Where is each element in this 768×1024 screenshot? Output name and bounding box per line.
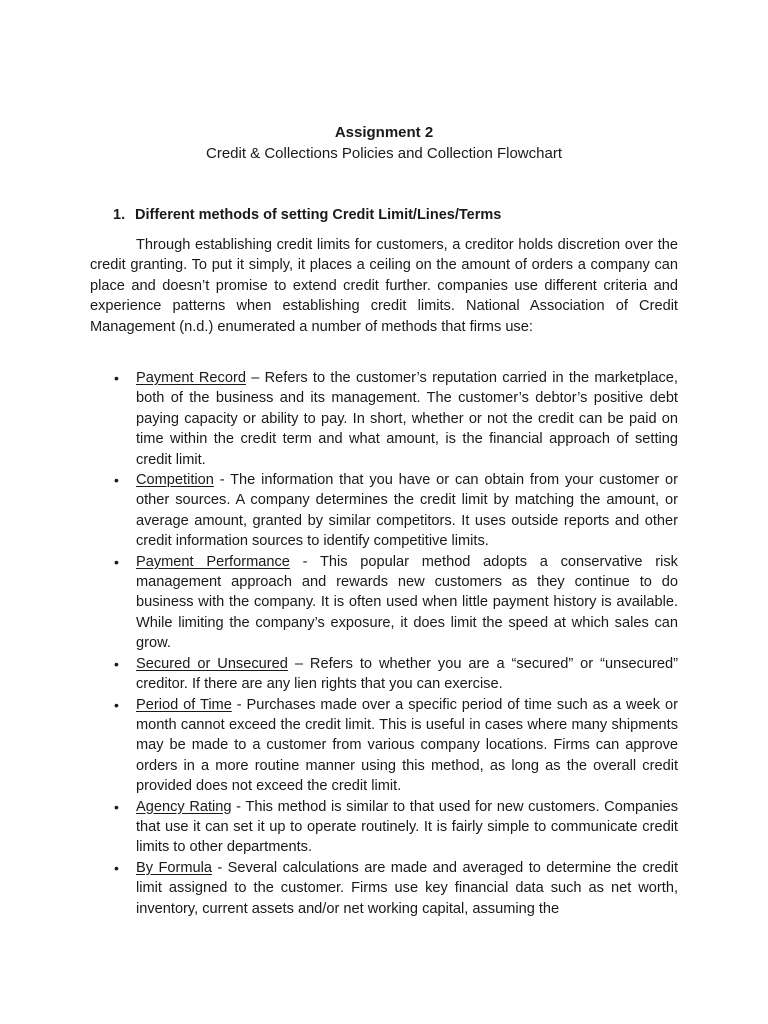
- method-item-by-formula: [136, 858, 678, 919]
- method-description: – Refers to whether you are a “secured” or “unsecured” creditor. If there are any lien rights that you can exercise.: [136, 655, 678, 693]
- intro-paragraph: Through establishing credit limits for customers, a creditor holds discretion over the credit granting. To put it simply, it places a ceiling on the amount of orders a company can place and doesn’t promise to extend credit further. companies use different criteria and experience patterns when establishing credit limits. National Association of Credit Management (n.d.) enumerated a number of methods that firms use:: [90, 237, 678, 335]
- document-subtitle: Credit & Collections Policies and Collection Flowchart: [206, 145, 562, 162]
- method-description: - Several calculations are made and averaged to determine the credit limit assigned to the customer. Firms use key financial data such as net worth, inventory, current assets and/or net working capital, assuming the: [136, 859, 679, 917]
- method-item-secured-unsecured: [136, 654, 678, 695]
- method-item-period-of-time: [136, 695, 678, 797]
- method-term: Payment Performance: [136, 553, 290, 570]
- document-title: Assignment 2: [334, 124, 434, 141]
- method-description: - Purchases made over a specific period of time such as a week or month cannot exceed the credit limit. This is useful in cases where many shipments may be made to a customer from various company locations. Firms can approve orders in a more routine manner using this method, as long as the overall credit provided does not exceed the credit limit.: [136, 696, 678, 795]
- method-term: Payment Record: [136, 370, 246, 386]
- section-heading-text: Different methods of setting Credit Limit/Lines/Terms: [135, 207, 502, 223]
- method-description: - This method is similar to that used for new customers. Companies that use it can set it up to operate routinely. It is fairly simple to communicate credit limits to other departments.: [136, 798, 678, 856]
- method-item-payment-record: [136, 368, 678, 470]
- methods-list: [136, 368, 678, 919]
- method-description: – Refers to the customer’s reputation carried in the marketplace, both of the business and its management. The customer’s debtor’s positive debt paying capacity or ability to pay. In short, whether or not the credit can be paid on time within the credit term and what amount, is the financial approach of setting credit limit.: [136, 370, 678, 468]
- method-item-payment-performance: [136, 552, 678, 654]
- method-term: Secured or Unsecured: [136, 655, 288, 672]
- method-term: By Formula: [136, 859, 212, 876]
- method-item-competition: [136, 470, 678, 552]
- section-number: 1.: [113, 207, 126, 223]
- method-item-agency-rating: [136, 797, 678, 858]
- method-description: - This popular method adopts a conservative risk management approach and rewards new customers as they continue to do business with the company. It is often used when little payment history is available. While limiting the company’s exposure, it does limit the speed at which sales can grow.: [136, 553, 678, 652]
- method-description: - The information that you have or can obtain from your customer or other sources. A company determines the credit limit by matching the amount, or average amount, granted by similar competitors. It uses outside reports and other credit information sources to identify competitive limits.: [136, 472, 678, 550]
- method-term: Agency Rating: [136, 798, 232, 815]
- method-term: Competition: [136, 472, 214, 489]
- method-term: Period of Time: [136, 696, 232, 713]
- section-heading: [113, 205, 693, 225]
